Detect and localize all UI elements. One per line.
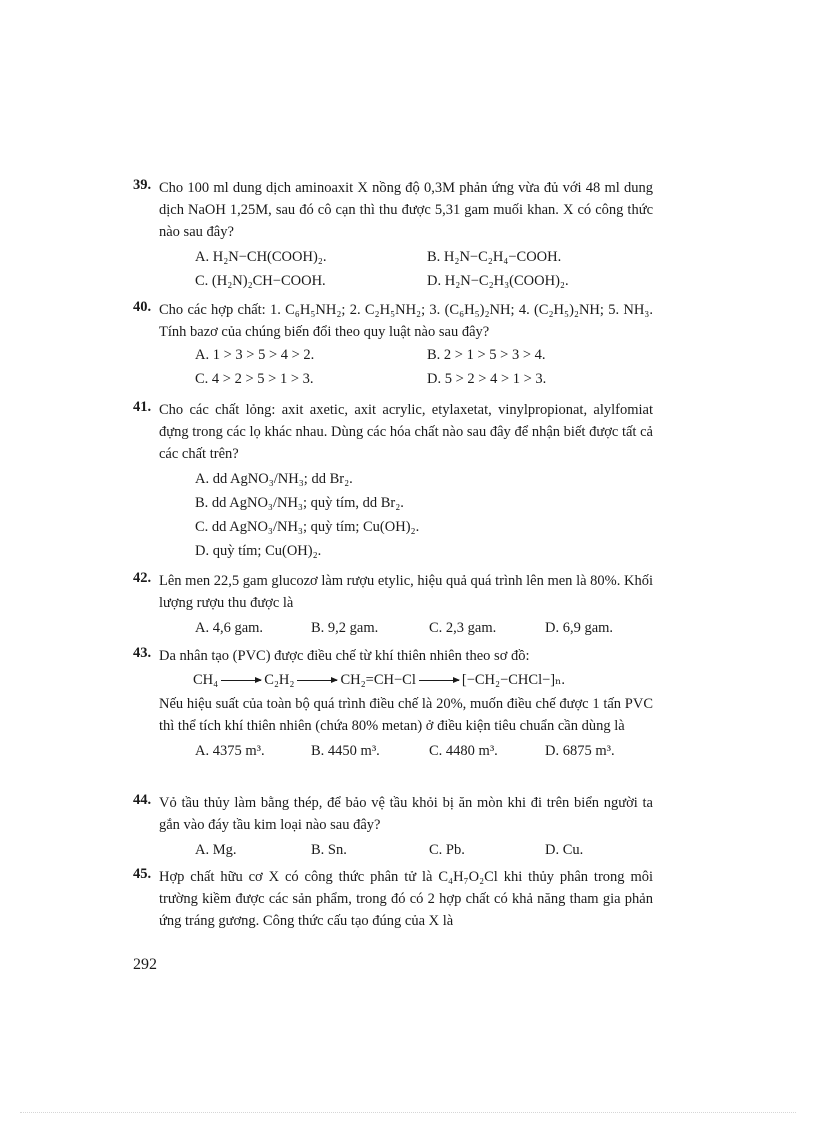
option-c: C. 4480 m³. — [429, 743, 498, 759]
scheme-step-4: [−CH₂−CHCl−]ₙ. — [461, 672, 566, 688]
option-d: D. H₂N−C₂H₃(COOH)₂. — [427, 273, 569, 289]
arrow-right-icon — [419, 680, 459, 681]
question-39 — [133, 177, 653, 299]
question-stem: Hợp chất hữu cơ X có công thức phân tử là C₄H₇O₂Cl khi thủy phân trong môi trường kiềm được các sản phẩm, trong đó có 2 hợp chất có khả năng tham gia phản ứng tráng gương. Công thức cấu tạo đúng của X là — [159, 869, 653, 929]
options — [195, 347, 653, 397]
option-a: A. 4,6 gam. — [195, 620, 264, 636]
option-a: A. 1 > 3 > 5 > 4 > 2. — [195, 347, 315, 363]
question-stem: Cho các chất lỏng: axit axetic, axit acrylic, etylaxetat, vinylpropionat, alylfomiat đựng trong các lọ khác nhau. Dùng các hóa chất nào sau đây để nhận biết được tất cả các chất trên? — [159, 402, 653, 462]
option-a: A. H₂N−CH(COOH)₂. — [195, 249, 327, 265]
option-d: D. 6,9 gam. — [545, 620, 614, 636]
question-number: 40. — [133, 299, 152, 315]
options — [195, 620, 653, 642]
question-number: 42. — [133, 570, 152, 586]
option-c: C. 2,3 gam. — [429, 620, 497, 636]
option-d: D. 6875 m³. — [545, 743, 615, 759]
question-stem: Vỏ tầu thủy làm bằng thép, để bảo vệ tầu khỏi bị ăn mòn khi đi trên biển người ta gắn vào đáy tầu kim loại nào sau đây? — [159, 795, 653, 833]
options — [195, 743, 653, 765]
option-b: B. Sn. — [311, 842, 347, 858]
question-40 — [133, 299, 653, 397]
page-bottom-border — [20, 1112, 796, 1113]
question-number: 43. — [133, 645, 152, 661]
scheme-step-2: C₂H₂ — [264, 672, 295, 688]
reaction-scheme — [193, 669, 653, 691]
page-number: 292 — [133, 956, 157, 973]
option-d: D. Cu. — [545, 842, 584, 858]
option-c: C. dd AgNO₃/NH₃; quỳ tím; Cu(OH)₂. — [195, 519, 420, 535]
option-c: C. (H₂N)₂CH−COOH. — [195, 273, 326, 289]
question-number: 39. — [133, 177, 152, 193]
options — [195, 842, 653, 864]
scheme-step-3: CH₂=CH−Cl — [340, 672, 416, 688]
option-a: A. dd AgNO₃/NH₃; dd Br₂. — [195, 471, 353, 487]
option-c: C. 4 > 2 > 5 > 1 > 3. — [195, 371, 314, 387]
option-b: B. dd AgNO₃/NH₃; quỳ tím, dd Br₂. — [195, 495, 404, 511]
question-45 — [133, 866, 653, 932]
question-stem: Lên men 22,5 gam glucozơ làm rượu etylic, hiệu quả quá trình lên men là 80%. Khối lượng rượu thu được là — [159, 573, 653, 611]
arrow-right-icon — [221, 680, 261, 681]
question-stem: Da nhân tạo (PVC) được điều chế từ khí thiên nhiên theo sơ đồ: — [159, 648, 530, 664]
question-stem: Cho các hợp chất: 1. C₆H₅NH₂; 2. C₂H₅NH₂; 3. (C₆H₅)₂NH; 4. (C₂H₅)₂NH; 5. NH₃. Tính bazơ của chúng biến đổi theo quy luật nào sau đây? — [159, 302, 653, 340]
option-b: B. 2 > 1 > 5 > 3 > 4. — [427, 347, 546, 363]
option-d: D. 5 > 2 > 4 > 1 > 3. — [427, 371, 547, 387]
option-a: A. Mg. — [195, 842, 237, 858]
question-44 — [133, 792, 653, 864]
question-number: 45. — [133, 866, 152, 882]
option-a: A. 4375 m³. — [195, 743, 265, 759]
question-number: 44. — [133, 792, 152, 808]
option-b: B. 4450 m³. — [311, 743, 380, 759]
option-b: B. 9,2 gam. — [311, 620, 379, 636]
question-stem-continued: Nếu hiệu suất của toàn bộ quá trình điều chế là 20%, muốn điều chế được 1 tấn PVC thì thể tích khí thiên nhiên (chứa 80% metan) ở điều kiện tiêu chuẩn cần dùng là — [159, 696, 653, 734]
question-41 — [133, 399, 653, 567]
question-43 — [133, 645, 653, 765]
option-b: B. H₂N−C₂H₄−COOH. — [427, 249, 562, 265]
question-42 — [133, 570, 653, 642]
options — [195, 249, 653, 299]
arrow-right-icon — [297, 680, 337, 681]
question-number: 41. — [133, 399, 152, 415]
scheme-step-1: CH₄ — [193, 672, 219, 688]
question-stem: Cho 100 ml dung dịch aminoaxit X nồng độ 0,3M phản ứng vừa đủ với 48 ml dung dịch NaOH 1,25M, sau đó cô cạn thì thu được 5,31 gam muối khan. X có công thức nào sau đây? — [159, 180, 653, 240]
option-c: C. Pb. — [429, 842, 465, 858]
option-d: D. quỳ tím; Cu(OH)₂. — [195, 543, 322, 559]
options — [195, 471, 653, 567]
